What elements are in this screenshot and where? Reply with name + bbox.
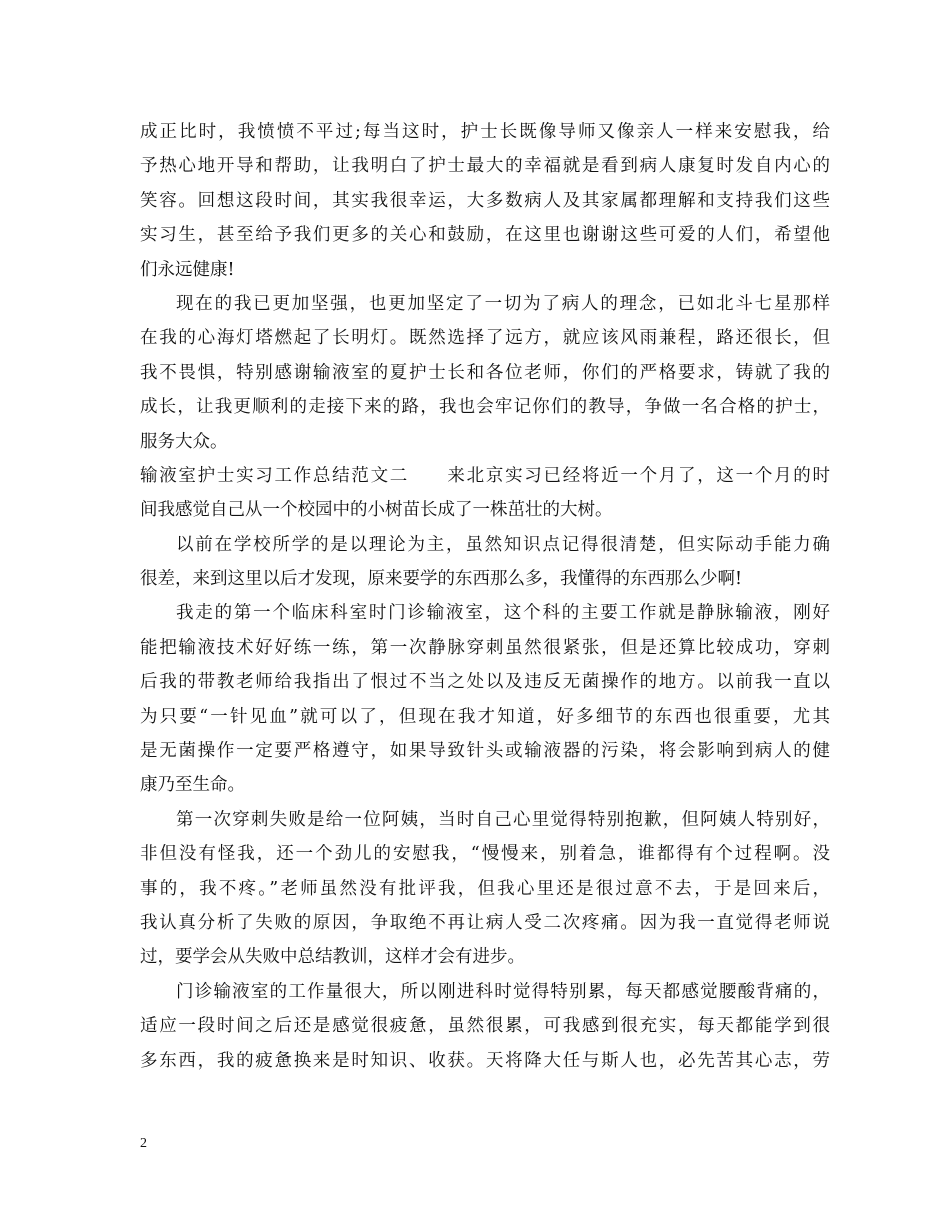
text-line: 我不畏惧，特别感谢输液室的夏护士长和各位老师，你们的严格要求，铸就了我的: [140, 362, 830, 383]
text-line: 后我的带教老师给我指出了恨过不当之处以及违反无菌操作的地方。以前我一直以: [140, 672, 830, 693]
page-number: 2: [140, 1136, 147, 1151]
text-line: 以前在学校所学的是以理论为主，虽然知识点记得很清楚，但实际动手能力确: [176, 534, 830, 555]
text-line: 为只要“一针见血”就可以了，但现在我才知道，好多细节的东西也很重要，尤其: [140, 706, 830, 727]
text-line: 康乃至生命。: [140, 775, 245, 796]
text-line: 笑容。回想这段时间，其实我很幸运，大多数病人及其家属都理解和支持我们这些: [140, 190, 830, 211]
text-line: 很差，来到这里以后才发现，原来要学的东西那么多，我懂得的东西那么少啊!: [140, 569, 743, 590]
text-line: 过，要学会从失败中总结教训，这样才会有进步。: [140, 947, 525, 968]
text-line: 非但没有怪我，还一个劲儿的安慰我，“慢慢来，别着急，谁都得有个过程啊。没: [140, 844, 830, 865]
text-line: 适应一段时间之后还是感觉很疲惫，虽然很累，可我感到很充实，每天都能学到很: [140, 1016, 830, 1037]
text-line: 予热心地开导和帮助，让我明白了护士最大的幸福就是看到病人康复时发自内心的: [140, 156, 830, 177]
text-line: 门诊输液室的工作量很大，所以刚进科时觉得特别累，每天都感觉腰酸背痛的，: [176, 981, 830, 1002]
text-line: 间我感觉自己从一个校园中的小树苗长成了一株茁壮的大树。: [140, 500, 613, 521]
text-line: 实习生，甚至给予我们更多的关心和鼓励，在这里也谢谢这些可爱的人们，希望他: [140, 225, 830, 246]
text-line: 我走的第一个临床科室时门诊输液室，这个科的主要工作就是静脉输液，刚好: [176, 603, 830, 624]
section-heading-line: 输液室护士实习工作总结范文二 来北京实习已经将近一个月了，这一个月的时: [140, 465, 830, 486]
text-line: 在我的心海灯塔燃起了长明灯。既然选择了远方，就应该风雨兼程，路还很长，但: [140, 328, 830, 349]
text-line: 是无菌操作一定要严格遵守，如果导致针头或输液器的污染，将会影响到病人的健: [140, 741, 830, 762]
text-line: 现在的我已更加坚强，也更加坚定了一切为了病人的理念，已如北斗七星那样: [176, 293, 830, 314]
text-line: 我认真分析了失败的原因，争取绝不再让病人受二次疼痛。因为我一直觉得老师说: [140, 912, 830, 933]
text-line: 能把输液技术好好练一练，第一次静脉穿刺虽然很紧张，但是还算比较成功，穿刺: [140, 637, 830, 658]
text-line: 多东西，我的疲惫换来是时知识、收获。天将降大任与斯人也，必先苦其心志，劳: [140, 1050, 830, 1071]
text-line: 事的，我不疼。”老师虽然没有批评我，但我心里还是很过意不去，于是回来后，: [140, 878, 830, 899]
text-line: 成正比时，我愤愤不平过;每当这时，护士长既像导师又像亲人一样来安慰我，给: [140, 122, 830, 142]
text-line: 成长，让我更顺利的走接下来的路，我也会牢记你们的教导，争做一名合格的护士，: [140, 397, 830, 418]
document-body: [140, 115, 830, 1078]
text-line: 们永远健康!: [140, 259, 235, 280]
text-line: 第一次穿刺失败是给一位阿姨，当时自己心里觉得特别抱歉，但阿姨人特别好，: [176, 809, 830, 830]
text-line: 服务大众。: [140, 431, 228, 452]
